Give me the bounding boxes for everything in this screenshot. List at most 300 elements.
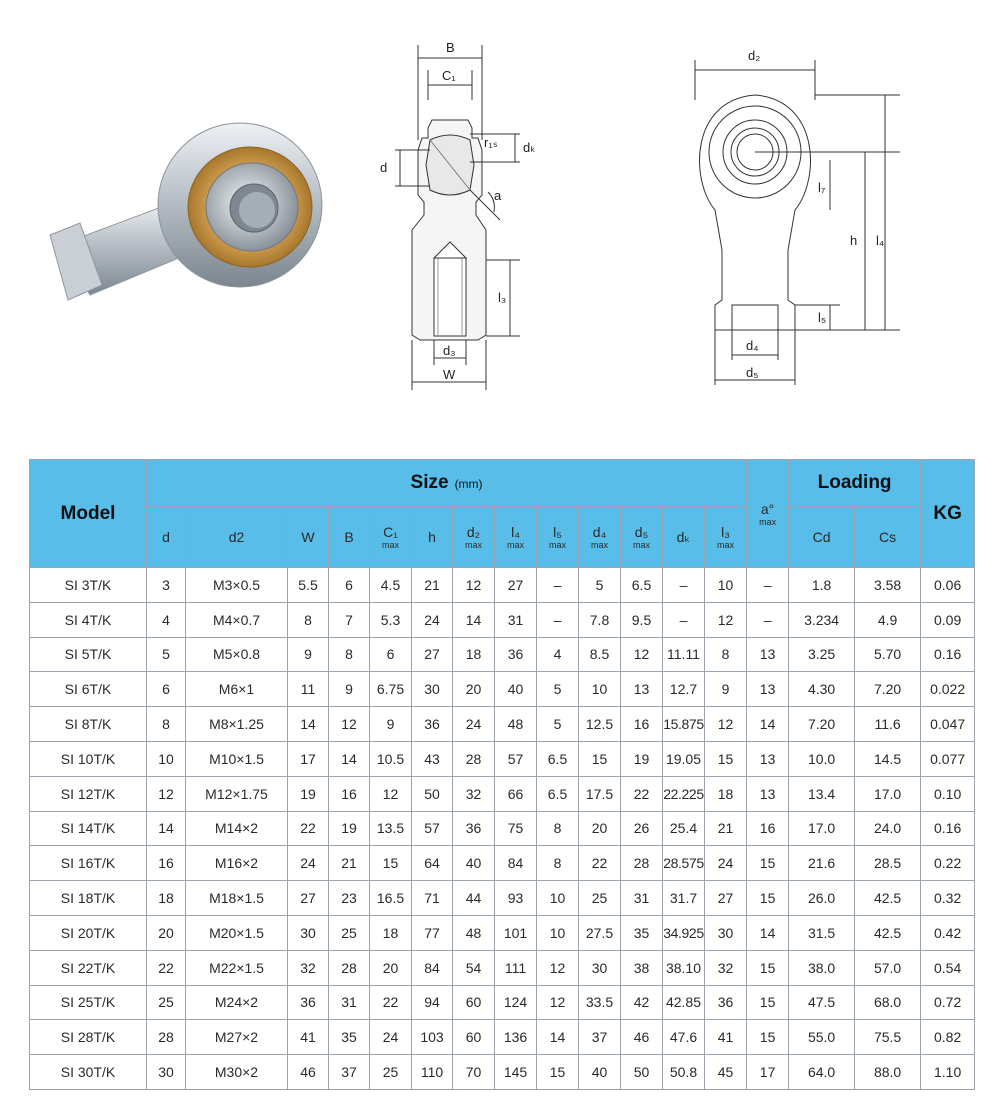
model-cell: SI 4T/K xyxy=(30,602,147,637)
table-cell: 57 xyxy=(412,811,453,846)
table-cell: 13 xyxy=(747,637,789,672)
table-cell: M10×1.5 xyxy=(186,741,288,776)
table-cell: 16 xyxy=(147,846,186,881)
table-cell: 0.077 xyxy=(921,741,975,776)
table-cell: 35 xyxy=(621,915,663,950)
table-cell: 10 xyxy=(147,741,186,776)
table-cell: 15.875 xyxy=(663,707,705,742)
table-cell: 13 xyxy=(621,672,663,707)
table-cell: 18 xyxy=(147,881,186,916)
table-cell: 28 xyxy=(147,1020,186,1055)
table-cell: 37 xyxy=(579,1020,621,1055)
table-cell: 24.0 xyxy=(855,811,921,846)
model-cell: SI 12T/K xyxy=(30,776,147,811)
header-col-label: d2 xyxy=(228,529,245,545)
table-cell: 6.75 xyxy=(370,672,412,707)
table-cell: – xyxy=(663,602,705,637)
table-row xyxy=(30,811,975,846)
table-cell: 14 xyxy=(747,707,789,742)
table-cell: 10 xyxy=(579,672,621,707)
table-cell: 0.54 xyxy=(921,950,975,985)
header-col xyxy=(579,507,621,568)
table-cell: 47.6 xyxy=(663,1020,705,1055)
table-row xyxy=(30,776,975,811)
header-col-sub: max xyxy=(590,540,608,550)
table-cell: 42.85 xyxy=(663,985,705,1020)
table-cell: 15 xyxy=(747,881,789,916)
header-col xyxy=(495,507,537,568)
table-cell: 50 xyxy=(621,1055,663,1090)
table-cell: M3×0.5 xyxy=(186,568,288,603)
label-l7: l₇ xyxy=(818,180,826,195)
table-cell: 10 xyxy=(537,881,579,916)
table-cell: – xyxy=(663,568,705,603)
table-cell: 37 xyxy=(329,1055,370,1090)
header-size-unit: (mm) xyxy=(454,477,483,491)
label-B: B xyxy=(446,40,455,55)
table-cell: 14 xyxy=(329,741,370,776)
table-cell: 60 xyxy=(453,1020,495,1055)
table-cell: 8.5 xyxy=(579,637,621,672)
header-col-sub: max xyxy=(632,540,650,550)
table-cell: 60 xyxy=(453,985,495,1020)
table-cell: 14 xyxy=(537,1020,579,1055)
table-cell: 15 xyxy=(747,1020,789,1055)
specification-table xyxy=(29,459,975,1090)
table-cell: 45 xyxy=(705,1055,747,1090)
table-cell: 5 xyxy=(147,637,186,672)
table-cell: 4.5 xyxy=(370,568,412,603)
header-size-label: Size xyxy=(410,472,449,493)
table-cell: 27 xyxy=(288,881,329,916)
header-kg: KG xyxy=(921,460,975,568)
table-cell: 64 xyxy=(412,846,453,881)
table-cell: 14 xyxy=(288,707,329,742)
table-cell: 1.8 xyxy=(789,568,855,603)
header-loading-col: Cd xyxy=(789,507,855,568)
table-cell: 0.16 xyxy=(921,811,975,846)
table-cell: 43 xyxy=(412,741,453,776)
table-cell: 21 xyxy=(705,811,747,846)
table-cell: 50.8 xyxy=(663,1055,705,1090)
table-cell: 42.5 xyxy=(855,915,921,950)
table-row xyxy=(30,985,975,1020)
table-row xyxy=(30,741,975,776)
table-cell: 0.42 xyxy=(921,915,975,950)
table-cell: 13 xyxy=(747,672,789,707)
table-cell: 16 xyxy=(747,811,789,846)
header-col xyxy=(663,507,705,568)
table-cell: 7 xyxy=(329,602,370,637)
table-cell: 18 xyxy=(453,637,495,672)
table-cell: 11 xyxy=(288,672,329,707)
table-cell: 28.5 xyxy=(855,846,921,881)
header-col xyxy=(621,507,663,568)
table-cell: 9.5 xyxy=(621,602,663,637)
table-cell: 27 xyxy=(705,881,747,916)
table-cell: 111 xyxy=(495,950,537,985)
header-col-sub: max xyxy=(717,540,735,550)
label-d: d xyxy=(380,160,388,175)
header-col-label: d₅ xyxy=(634,524,649,540)
table-cell: 36 xyxy=(412,707,453,742)
table-cell: M4×0.7 xyxy=(186,602,288,637)
table-cell: 3 xyxy=(147,568,186,603)
label-W: W xyxy=(443,367,456,382)
table-cell: 17.0 xyxy=(855,776,921,811)
table-cell: 14 xyxy=(147,811,186,846)
model-cell: SI 22T/K xyxy=(30,950,147,985)
table-cell: 77 xyxy=(412,915,453,950)
header-col-label: d₂ xyxy=(466,524,481,540)
table-cell: 0.82 xyxy=(921,1020,975,1055)
table-cell: M16×2 xyxy=(186,846,288,881)
table-cell: M24×2 xyxy=(186,985,288,1020)
table-cell: 4 xyxy=(147,602,186,637)
table-cell: 0.047 xyxy=(921,707,975,742)
model-cell: SI 28T/K xyxy=(30,1020,147,1055)
header-col-label: d xyxy=(162,529,170,545)
table-cell: 12 xyxy=(370,776,412,811)
header-col-label: l₅ xyxy=(553,524,562,540)
label-l5: l₅ xyxy=(818,310,827,325)
table-cell: 101 xyxy=(495,915,537,950)
table-cell: 10.5 xyxy=(370,741,412,776)
side-section-drawing xyxy=(370,30,550,410)
table-cell: 14.5 xyxy=(855,741,921,776)
table-cell: 24 xyxy=(453,707,495,742)
table-cell: 93 xyxy=(495,881,537,916)
table-cell: 27 xyxy=(412,637,453,672)
table-cell: 31 xyxy=(621,881,663,916)
table-cell: 36 xyxy=(288,985,329,1020)
table-cell: 31.5 xyxy=(789,915,855,950)
table-cell: 15 xyxy=(747,846,789,881)
table-cell: 54 xyxy=(453,950,495,985)
table-cell: M6×1 xyxy=(186,672,288,707)
table-cell: 12.7 xyxy=(663,672,705,707)
table-cell: 12 xyxy=(537,985,579,1020)
table-cell: 20 xyxy=(579,811,621,846)
table-cell: 145 xyxy=(495,1055,537,1090)
table-cell: 21.6 xyxy=(789,846,855,881)
header-col-sub: max xyxy=(548,540,566,550)
table-cell: 3.234 xyxy=(789,602,855,637)
table-cell: 26 xyxy=(621,811,663,846)
table-row xyxy=(30,568,975,603)
table-cell: 8 xyxy=(329,637,370,672)
table-cell: 32 xyxy=(705,950,747,985)
table-cell: 40 xyxy=(495,672,537,707)
table-cell: 12 xyxy=(147,776,186,811)
table-row xyxy=(30,672,975,707)
table-cell: 9 xyxy=(370,707,412,742)
table-cell: 30 xyxy=(288,915,329,950)
table-cell: 66 xyxy=(495,776,537,811)
table-cell: 17 xyxy=(747,1055,789,1090)
table-cell: 24 xyxy=(412,602,453,637)
table-cell: 48 xyxy=(453,915,495,950)
table-cell: 0.10 xyxy=(921,776,975,811)
table-row xyxy=(30,707,975,742)
table-cell: 19.05 xyxy=(663,741,705,776)
table-cell: 15 xyxy=(705,741,747,776)
table-cell: 36 xyxy=(705,985,747,1020)
table-cell: 4.30 xyxy=(789,672,855,707)
header-col-sub: max xyxy=(506,540,524,550)
table-cell: 5.5 xyxy=(288,568,329,603)
table-row xyxy=(30,602,975,637)
table-cell: 40 xyxy=(579,1055,621,1090)
table-cell: 12 xyxy=(453,568,495,603)
table-cell: 23 xyxy=(329,881,370,916)
table-cell: 9 xyxy=(329,672,370,707)
table-cell: 13.5 xyxy=(370,811,412,846)
label-d2: d₂ xyxy=(748,48,761,63)
table-cell: 21 xyxy=(329,846,370,881)
table-cell: 12 xyxy=(329,707,370,742)
model-cell: SI 18T/K xyxy=(30,881,147,916)
table-cell: 28 xyxy=(453,741,495,776)
table-cell: 6 xyxy=(370,637,412,672)
model-cell: SI 6T/K xyxy=(30,672,147,707)
table-cell: 30 xyxy=(705,915,747,950)
table-cell: 14 xyxy=(453,602,495,637)
table-cell: 28.575 xyxy=(663,846,705,881)
table-cell: 26.0 xyxy=(789,881,855,916)
table-cell: 17 xyxy=(288,741,329,776)
table-cell: 64.0 xyxy=(789,1055,855,1090)
label-h: h xyxy=(850,233,858,248)
header-a-deg-sub: max xyxy=(759,516,777,527)
header-a-deg-label: a° xyxy=(760,500,775,517)
table-cell: 10 xyxy=(537,915,579,950)
table-cell: 84 xyxy=(495,846,537,881)
front-view-drawing xyxy=(670,30,940,400)
table-cell: 22 xyxy=(621,776,663,811)
table-cell: 48 xyxy=(495,707,537,742)
label-r1s: r₁ₛ xyxy=(484,135,498,150)
table-cell: 10.0 xyxy=(789,741,855,776)
table-cell: 35 xyxy=(329,1020,370,1055)
model-cell: SI 16T/K xyxy=(30,846,147,881)
table-cell: M14×2 xyxy=(186,811,288,846)
table-cell: 0.22 xyxy=(921,846,975,881)
table-cell: 9 xyxy=(288,637,329,672)
table-cell: 103 xyxy=(412,1020,453,1055)
label-d3: d₃ xyxy=(443,343,456,358)
table-cell: 19 xyxy=(621,741,663,776)
table-cell: 16 xyxy=(329,776,370,811)
table-cell: 27 xyxy=(495,568,537,603)
header-col-label: l₄ xyxy=(511,524,520,540)
model-cell: SI 25T/K xyxy=(30,985,147,1020)
table-cell: 50 xyxy=(412,776,453,811)
header-col-label: h xyxy=(428,529,436,545)
table-cell: 38.10 xyxy=(663,950,705,985)
table-cell: 88.0 xyxy=(855,1055,921,1090)
table-cell: 22.225 xyxy=(663,776,705,811)
table-cell: M27×2 xyxy=(186,1020,288,1055)
table-cell: 6.5 xyxy=(621,568,663,603)
table-cell: 19 xyxy=(329,811,370,846)
table-cell: 31 xyxy=(329,985,370,1020)
header-col-label: d₄ xyxy=(592,524,607,540)
table-cell: 31.7 xyxy=(663,881,705,916)
table-cell: 57.0 xyxy=(855,950,921,985)
table-cell: 22 xyxy=(147,950,186,985)
rod-end-photo xyxy=(40,95,360,325)
table-cell: 7.8 xyxy=(579,602,621,637)
table-cell: 15 xyxy=(747,950,789,985)
table-cell: 15 xyxy=(747,985,789,1020)
header-col xyxy=(329,507,370,568)
table-cell: – xyxy=(747,602,789,637)
table-cell: 41 xyxy=(288,1020,329,1055)
table-cell: M12×1.75 xyxy=(186,776,288,811)
table-cell: 46 xyxy=(621,1020,663,1055)
table-cell: 38.0 xyxy=(789,950,855,985)
table-cell: 5 xyxy=(537,672,579,707)
table-cell: 22 xyxy=(579,846,621,881)
label-a: a xyxy=(494,188,502,203)
table-cell: 30 xyxy=(412,672,453,707)
table-cell: 4 xyxy=(537,637,579,672)
header-col xyxy=(186,507,288,568)
table-cell: 0.022 xyxy=(921,672,975,707)
table-cell: 94 xyxy=(412,985,453,1020)
table-cell: M8×1.25 xyxy=(186,707,288,742)
table-cell: 75 xyxy=(495,811,537,846)
table-cell: 36 xyxy=(495,637,537,672)
header-col xyxy=(537,507,579,568)
header-col xyxy=(288,507,329,568)
label-dk: dₖ xyxy=(523,140,536,155)
table-cell: 70 xyxy=(453,1055,495,1090)
header-model: Model xyxy=(30,460,147,568)
table-cell: 8 xyxy=(537,811,579,846)
table-body xyxy=(30,568,975,1090)
table-cell: 5 xyxy=(579,568,621,603)
table-cell: 13.4 xyxy=(789,776,855,811)
table-cell: 33.5 xyxy=(579,985,621,1020)
header-col xyxy=(705,507,747,568)
table-cell: 12.5 xyxy=(579,707,621,742)
table-cell: 4.9 xyxy=(855,602,921,637)
table-cell: 20 xyxy=(453,672,495,707)
table-cell: 25 xyxy=(147,985,186,1020)
table-cell: M20×1.5 xyxy=(186,915,288,950)
table-cell: 6.5 xyxy=(537,776,579,811)
table-cell: 25 xyxy=(370,1055,412,1090)
header-col xyxy=(370,507,412,568)
table-cell: 24 xyxy=(705,846,747,881)
table-cell: 55.0 xyxy=(789,1020,855,1055)
table-cell: 13 xyxy=(747,776,789,811)
table-row xyxy=(30,637,975,672)
table-cell: 27.5 xyxy=(579,915,621,950)
model-cell: SI 20T/K xyxy=(30,915,147,950)
table-cell: 5.70 xyxy=(855,637,921,672)
table-cell: 12 xyxy=(621,637,663,672)
table-cell: M22×1.5 xyxy=(186,950,288,985)
table-cell: 18 xyxy=(370,915,412,950)
table-cell: 14 xyxy=(747,915,789,950)
table-row xyxy=(30,881,975,916)
table-cell: 40 xyxy=(453,846,495,881)
table-cell: 20 xyxy=(370,950,412,985)
table-cell: 22 xyxy=(288,811,329,846)
table-cell: M30×2 xyxy=(186,1055,288,1090)
table-row xyxy=(30,846,975,881)
table-cell: – xyxy=(537,568,579,603)
table-cell: 44 xyxy=(453,881,495,916)
table-cell: 0.16 xyxy=(921,637,975,672)
header-size xyxy=(147,460,747,507)
model-cell: SI 14T/K xyxy=(30,811,147,846)
model-cell: SI 30T/K xyxy=(30,1055,147,1090)
table-cell: 17.0 xyxy=(789,811,855,846)
table-cell: 34.925 xyxy=(663,915,705,950)
table-cell: 84 xyxy=(412,950,453,985)
table-cell: 8 xyxy=(705,637,747,672)
table-cell: 30 xyxy=(147,1055,186,1090)
table-cell: 71 xyxy=(412,881,453,916)
table-cell: 21 xyxy=(412,568,453,603)
label-l4: l₄ xyxy=(876,233,885,248)
table-cell: 5 xyxy=(537,707,579,742)
table-cell: 20 xyxy=(147,915,186,950)
table-cell: 5.3 xyxy=(370,602,412,637)
table-cell: 25 xyxy=(329,915,370,950)
header-a-deg xyxy=(747,460,789,568)
header-col xyxy=(412,507,453,568)
table-cell: 12 xyxy=(705,707,747,742)
table-cell: 3.25 xyxy=(789,637,855,672)
table-cell: 24 xyxy=(288,846,329,881)
table-row xyxy=(30,1020,975,1055)
header-col xyxy=(453,507,495,568)
table-cell: 7.20 xyxy=(789,707,855,742)
table-cell: 19 xyxy=(288,776,329,811)
model-cell: SI 5T/K xyxy=(30,637,147,672)
table-cell: 3.58 xyxy=(855,568,921,603)
table-cell: 0.09 xyxy=(921,602,975,637)
table-row xyxy=(30,1055,975,1090)
table-cell: 11.6 xyxy=(855,707,921,742)
table-cell: 110 xyxy=(412,1055,453,1090)
header-col-label: dₖ xyxy=(676,528,691,545)
table-cell: 8 xyxy=(288,602,329,637)
table-cell: 136 xyxy=(495,1020,537,1055)
table-cell: 57 xyxy=(495,741,537,776)
table-cell: 46 xyxy=(288,1055,329,1090)
table-cell: 0.06 xyxy=(921,568,975,603)
table-row xyxy=(30,915,975,950)
table-cell: 6.5 xyxy=(537,741,579,776)
header-col xyxy=(147,507,186,568)
table-cell: 31 xyxy=(495,602,537,637)
table-cell: 42.5 xyxy=(855,881,921,916)
table-cell: 17.5 xyxy=(579,776,621,811)
table-cell: – xyxy=(537,602,579,637)
label-l3: l₃ xyxy=(498,290,507,305)
table-cell: 13 xyxy=(747,741,789,776)
table-cell: 25.4 xyxy=(663,811,705,846)
table-cell: 7.20 xyxy=(855,672,921,707)
table-cell: 16 xyxy=(621,707,663,742)
header-col-label: B xyxy=(344,529,354,545)
